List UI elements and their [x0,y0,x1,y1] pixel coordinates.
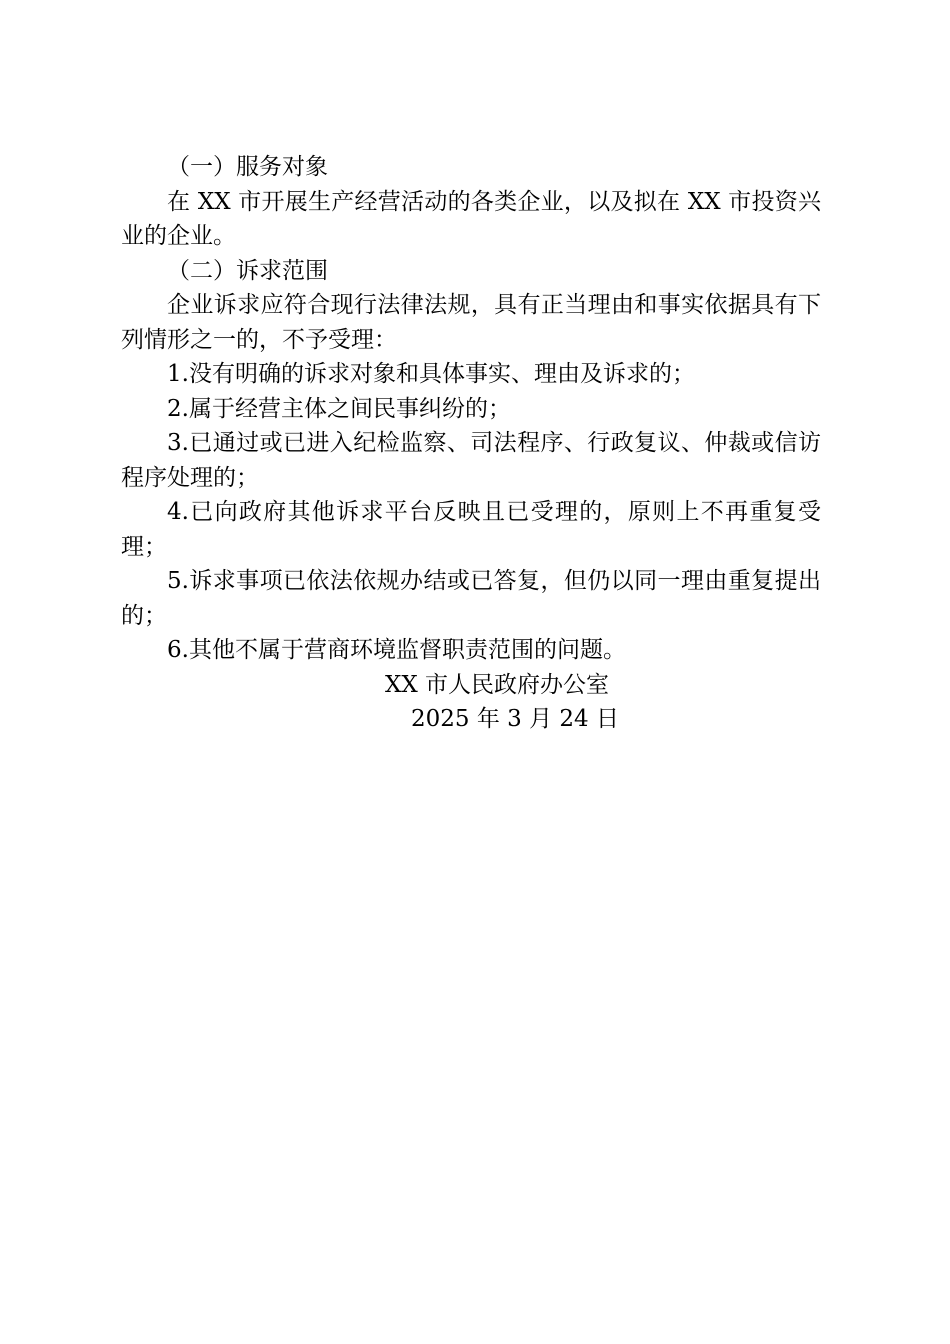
list-item: 4.已向政府其他诉求平台反映且已受理的，原则上不再重复受理； [121,499,821,560]
signature-date: 2025 年 3 月 24 日 [411,706,619,732]
section-heading-service-target: （一）服务对象 [167,154,328,180]
list-item: 3.已通过或已进入纪检监察、司法程序、行政复议、仲裁或信访程序处理的； [121,430,821,491]
list-item: 1.没有明确的诉求对象和具体事实、理由及诉求的； [167,361,695,387]
list-item: 2.属于经营主体之间民事纠纷的； [167,395,511,422]
list-item: 5.诉求事项已依法依规办结或已答复，但仍以同一理由重复提出的； [121,568,821,629]
signature-organization: XX 市人民政府办公室 [385,671,610,698]
section-intro-appeal-scope: 企业诉求应符合现行法律法规，具有正当理由和事实依据具有下列情形之一的，不予受理： [121,292,821,353]
document-body [121,150,821,737]
section-body-service-target: 在 XX 市开展生产经营活动的各类企业，以及拟在 XX 市投资兴业的企业。 [121,188,821,249]
section-heading-appeal-scope: （二）诉求范围 [167,257,328,284]
list-item: 6.其他不属于营商环境监督职责范围的问题。 [167,637,626,663]
